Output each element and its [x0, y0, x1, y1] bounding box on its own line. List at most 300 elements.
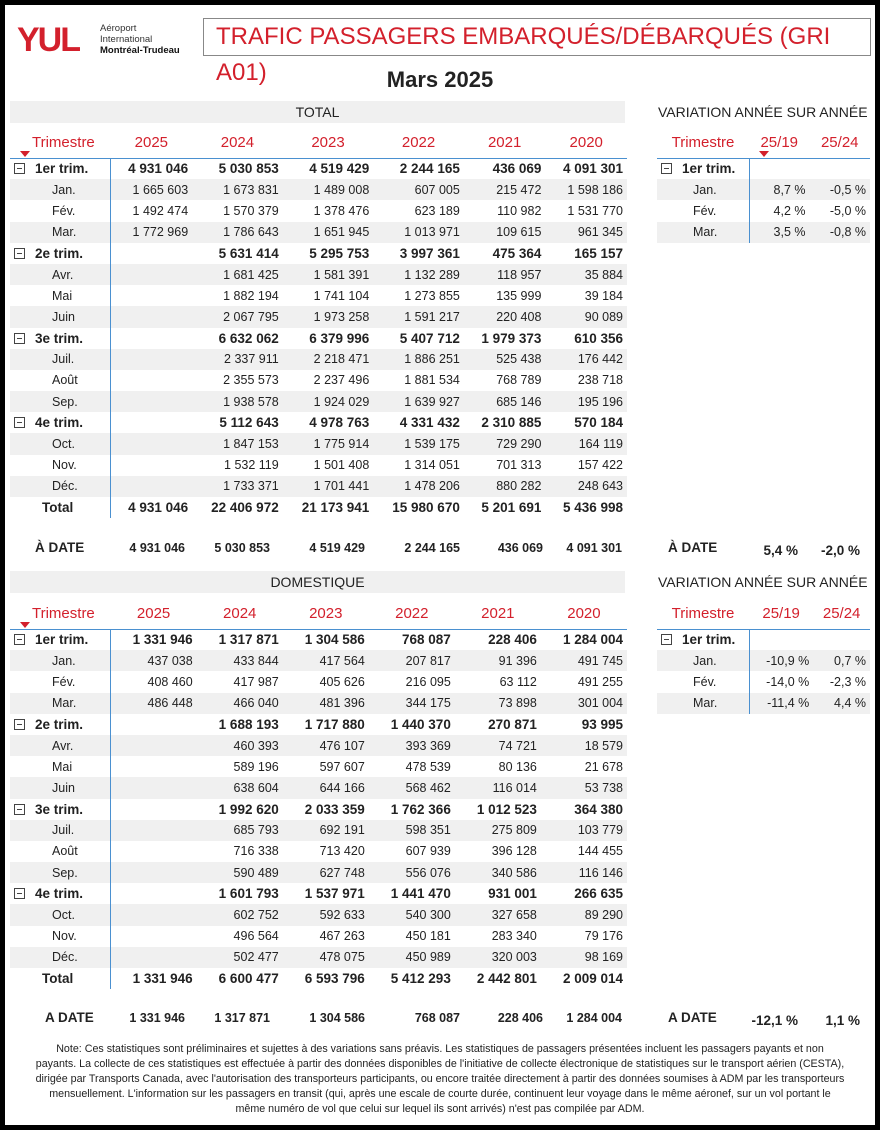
- month-row: [10, 926, 627, 947]
- variation-value: -0,5 %: [810, 179, 871, 200]
- row-label: [10, 862, 110, 883]
- cell-value: 1 717 880: [304, 716, 365, 732]
- cell-value: 5 295 753: [309, 245, 370, 261]
- cell-value: 1 317 871: [218, 632, 279, 648]
- variation-quarter-row[interactable]: [657, 629, 870, 650]
- column-header-2021[interactable]: 2021: [455, 598, 541, 629]
- variation-value: [810, 158, 871, 179]
- cell-value: [110, 947, 197, 968]
- cell-value: 417 987: [233, 674, 279, 689]
- month-row: [10, 650, 627, 671]
- cell-value: 4 978 763: [309, 415, 370, 431]
- cell-value: 713 420: [319, 844, 365, 859]
- cell-value: 1 688 193: [218, 716, 279, 732]
- cell-value: 644 166: [283, 777, 369, 798]
- quarter-row[interactable]: [10, 799, 627, 820]
- variation-value: -10,9 %: [749, 650, 813, 671]
- variation-adate-label-domestique: A DATE: [668, 1010, 717, 1025]
- month-row: [10, 200, 627, 221]
- cell-value: 5 407 712: [399, 330, 460, 346]
- month-row: [10, 222, 627, 243]
- adate-value: 1 317 871: [214, 1011, 270, 1025]
- cell-value: 80 136: [498, 759, 537, 774]
- variation-row-label: [657, 650, 749, 671]
- row-label: [10, 693, 110, 714]
- cell-value: 5 412 293: [390, 971, 451, 987]
- cell-value: [110, 714, 197, 735]
- row-label-text: 1er trim.: [35, 161, 89, 177]
- cell-value: [110, 883, 197, 904]
- cell-value: 2 310 885: [481, 415, 542, 431]
- collapse-toggle-icon[interactable]: [661, 163, 672, 174]
- column-header-2020[interactable]: 2020: [541, 598, 627, 629]
- row-label: [10, 433, 110, 454]
- cell-value: 5 030 853: [218, 161, 279, 177]
- cell-value: 1 673 831: [192, 179, 283, 200]
- cell-value: [110, 777, 197, 798]
- variation-value: 4,4 %: [813, 693, 870, 714]
- cell-value: 73 898: [455, 693, 541, 714]
- cell-value: [110, 841, 197, 862]
- column-header-2021[interactable]: 2021: [464, 127, 546, 158]
- adate-value: 1 284 004: [566, 1011, 622, 1025]
- cell-value: [110, 264, 192, 285]
- quarter-row[interactable]: [10, 714, 627, 735]
- logo-mark: YUL: [17, 21, 79, 59]
- table-header-row: [10, 127, 627, 158]
- variation-month-row: [657, 222, 870, 243]
- row-label-text: Fév.: [52, 203, 76, 218]
- variation-value: -11,4 %: [749, 693, 813, 714]
- quarter-row[interactable]: [10, 158, 627, 179]
- adate-value: 436 069: [497, 541, 543, 555]
- collapse-toggle-icon[interactable]: [661, 634, 672, 645]
- collapse-toggle-icon[interactable]: [14, 804, 25, 815]
- cell-value: 238 718: [577, 373, 623, 388]
- month-row: [10, 904, 627, 925]
- variation-row-label: [657, 222, 749, 243]
- cell-value: 638 604: [197, 777, 283, 798]
- cell-value: 1 772 969: [110, 222, 192, 243]
- variation-header-25-24[interactable]: 25/24: [810, 127, 871, 158]
- variation-title-total: VARIATION ANNÉE SUR ANNÉE: [655, 101, 870, 123]
- traffic-table-total: [10, 127, 627, 518]
- cell-value: 1 441 470: [390, 886, 451, 902]
- month-row: [10, 476, 627, 497]
- row-label: [10, 328, 110, 349]
- cell-value: 344 175: [369, 693, 455, 714]
- row-label-text: Nov.: [52, 929, 77, 944]
- cell-value: 35 884: [545, 264, 627, 285]
- cell-value: 118 957: [464, 264, 546, 285]
- variation-header-25-19[interactable]: 25/19: [749, 127, 810, 158]
- cell-value: 6 600 477: [218, 971, 279, 987]
- row-label-text: 2e trim.: [35, 716, 84, 732]
- section-title-domestique: DOMESTIQUE: [10, 571, 625, 593]
- cell-value: 716 338: [233, 844, 279, 859]
- cell-value: 1 924 029: [283, 391, 374, 412]
- variation-value: -0,8 %: [810, 222, 871, 243]
- month-row: [10, 306, 627, 327]
- cell-value: 1 882 194: [223, 288, 279, 303]
- cell-value: 301 004: [541, 693, 627, 714]
- variation-value: 0,7 %: [813, 650, 870, 671]
- collapse-toggle-icon[interactable]: [14, 333, 25, 344]
- report-title: TRAFIC PASSAGERS EMBARQUÉS/DÉBARQUÉS (GRI A01): [203, 18, 871, 56]
- variation-value: 3,5 %: [749, 222, 810, 243]
- month-row: [10, 391, 627, 412]
- month-row: [10, 285, 627, 306]
- row-label-text: Août: [52, 844, 78, 859]
- cell-value: 1 733 371: [192, 476, 283, 497]
- cell-value: 1 440 370: [390, 716, 451, 732]
- variation-title-domestique: VARIATION ANNÉE SUR ANNÉE: [655, 571, 870, 593]
- cell-value: 880 282: [464, 476, 546, 497]
- row-label: [10, 222, 110, 243]
- cell-value: 556 076: [369, 862, 455, 883]
- cell-value: 98 169: [541, 947, 627, 968]
- cell-value: 207 817: [369, 650, 455, 671]
- cell-value: 1 665 603: [110, 179, 192, 200]
- row-label: [10, 476, 110, 497]
- variation-header-trimestre[interactable]: Trimestre: [657, 598, 749, 629]
- variation-row-label: [657, 693, 749, 714]
- cell-value: [110, 433, 192, 454]
- column-header-2025[interactable]: 2025: [110, 598, 197, 629]
- cell-value: 1 132 289: [373, 264, 464, 285]
- row-label: [10, 904, 110, 925]
- cell-value: 2 355 573: [223, 373, 279, 388]
- row-label: [10, 349, 110, 370]
- cell-value: 4 519 429: [309, 161, 370, 177]
- total-row: [10, 497, 627, 518]
- cell-value: 433 844: [197, 650, 283, 671]
- month-row: [10, 179, 627, 200]
- row-label: [10, 820, 110, 841]
- cell-value: 1 701 441: [283, 476, 374, 497]
- collapse-toggle-icon[interactable]: [14, 634, 25, 645]
- cell-value: 5 436 998: [562, 500, 623, 516]
- cell-value: 568 462: [369, 777, 455, 798]
- cell-value: 1 501 408: [313, 458, 370, 473]
- column-header-trimestre[interactable]: Trimestre: [10, 598, 110, 629]
- row-label-text: Juil.: [52, 352, 75, 367]
- cell-value: 2 218 471: [283, 349, 374, 370]
- row-label-text: Mai: [52, 288, 73, 303]
- cell-value: 6 593 796: [304, 971, 365, 987]
- report-subtitle: Mars 2025: [386, 67, 494, 92]
- cell-value: 1 938 578: [192, 391, 283, 412]
- variation-adate-label-total: À DATE: [668, 540, 718, 555]
- quarter-row[interactable]: [10, 412, 627, 433]
- month-row: [10, 820, 627, 841]
- column-header-2020[interactable]: 2020: [545, 127, 627, 158]
- sort-arrow-icon: [20, 151, 30, 157]
- cell-value: [110, 799, 197, 820]
- cell-value: 768 087: [402, 632, 451, 648]
- cell-value: 1 591 217: [373, 306, 464, 327]
- row-label: [10, 455, 110, 476]
- row-label: [10, 391, 110, 412]
- month-row: [10, 349, 627, 370]
- cell-value: 5 631 414: [218, 245, 279, 261]
- variation-value: [749, 158, 810, 179]
- row-label: [10, 158, 110, 179]
- variation-value: [813, 629, 870, 650]
- quarter-row[interactable]: [10, 243, 627, 264]
- variation-month-row: [657, 200, 870, 221]
- cell-value: [110, 735, 197, 756]
- collapse-toggle-icon[interactable]: [14, 417, 25, 428]
- cell-value: 607 005: [373, 179, 464, 200]
- cell-value: [110, 926, 197, 947]
- table-header-row: [10, 598, 627, 629]
- row-label-text: Jan.: [52, 653, 76, 668]
- cell-value: 417 564: [283, 650, 369, 671]
- variation-row-label: [657, 200, 749, 221]
- variation-header-25-19[interactable]: 25/19: [749, 598, 813, 629]
- cell-value: 1 847 153: [192, 433, 283, 454]
- cell-value: 1 992 620: [218, 801, 279, 817]
- cell-value: 2 237 496: [313, 373, 370, 388]
- row-label-text: 1er trim.: [682, 632, 736, 648]
- cell-value: [110, 349, 192, 370]
- adate-value: 228 406: [497, 1011, 543, 1025]
- adate-value: 5 030 853: [214, 541, 270, 555]
- row-label: [10, 756, 110, 777]
- row-label-text: 3e trim.: [35, 801, 84, 817]
- quarter-row[interactable]: [10, 629, 627, 650]
- cell-value: 496 564: [233, 929, 279, 944]
- adate-value: 4 931 046: [129, 541, 185, 555]
- cell-value: 15 980 670: [392, 500, 460, 516]
- cell-value: 248 643: [545, 476, 627, 497]
- variation-quarter-row[interactable]: [657, 158, 870, 179]
- cell-value: 1 651 945: [283, 222, 374, 243]
- adate-value: 1 304 586: [309, 1011, 365, 1025]
- row-label: [10, 179, 110, 200]
- column-header-2022[interactable]: 2022: [369, 598, 455, 629]
- adate-value: 4 519 429: [309, 541, 365, 555]
- cell-value: 215 472: [464, 179, 546, 200]
- cell-value: 467 263: [319, 929, 365, 944]
- cell-value: 592 633: [283, 904, 369, 925]
- cell-value: 6 379 996: [309, 330, 370, 346]
- cell-value: 21 173 941: [301, 500, 370, 516]
- cell-value: 1 581 391: [283, 264, 374, 285]
- cell-value: [110, 756, 197, 777]
- cell-value: 598 351: [369, 820, 455, 841]
- cell-value: 1 979 373: [481, 330, 542, 346]
- variation-value: 8,7 %: [749, 179, 810, 200]
- row-label-text: 3e trim.: [35, 330, 84, 346]
- cell-value: 540 300: [369, 904, 455, 925]
- row-label: [10, 799, 110, 820]
- cell-value: 491 745: [541, 650, 627, 671]
- month-row: [10, 693, 627, 714]
- row-label: [10, 285, 110, 306]
- cell-value: 1 881 534: [404, 373, 460, 388]
- month-row: [10, 433, 627, 454]
- cell-value: 1 331 946: [132, 971, 193, 987]
- cell-value: 2 033 359: [304, 801, 365, 817]
- cell-value: 396 128: [491, 844, 537, 859]
- variation-month-row: [657, 671, 870, 692]
- cell-value: 135 999: [496, 288, 542, 303]
- cell-value: 1 489 008: [283, 179, 374, 200]
- row-label: [10, 412, 110, 433]
- column-header-2024[interactable]: 2024: [197, 598, 283, 629]
- cell-value: 1 741 104: [313, 288, 370, 303]
- cell-value: 1 378 476: [313, 203, 370, 218]
- cell-value: [110, 476, 192, 497]
- column-header-2025[interactable]: 2025: [110, 127, 192, 158]
- variation-value: -2,3 %: [829, 674, 866, 689]
- cell-value: 466 040: [197, 693, 283, 714]
- row-label-text: Août: [52, 373, 78, 388]
- row-label: [10, 497, 110, 518]
- variation-row-label: [657, 179, 749, 200]
- cell-value: 627 748: [283, 862, 369, 883]
- cell-value: [110, 285, 192, 306]
- collapse-toggle-icon[interactable]: [14, 888, 25, 899]
- cell-value: 685 793: [197, 820, 283, 841]
- month-row: [10, 841, 627, 862]
- cell-value: 768 789: [496, 373, 542, 388]
- cell-value: [110, 862, 197, 883]
- cell-value: 340 586: [455, 862, 541, 883]
- cell-value: 5 112 643: [219, 415, 279, 431]
- cell-value: 1 886 251: [373, 349, 464, 370]
- column-header-2024[interactable]: 2024: [192, 127, 283, 158]
- total-row: [10, 968, 627, 989]
- quarter-row[interactable]: [10, 328, 627, 349]
- cell-value: 39 184: [584, 288, 623, 303]
- cell-value: 525 438: [464, 349, 546, 370]
- cell-value: 90 089: [545, 306, 627, 327]
- variation-header-trimestre[interactable]: Trimestre: [657, 127, 749, 158]
- cell-value: 1 284 004: [562, 632, 623, 648]
- cell-value: 116 014: [455, 777, 541, 798]
- column-header-2022[interactable]: 2022: [373, 127, 464, 158]
- cell-value: [110, 328, 192, 349]
- row-label-text: Fév.: [52, 674, 76, 689]
- quarter-row[interactable]: [10, 883, 627, 904]
- row-label: [10, 968, 110, 989]
- cell-value: 327 658: [455, 904, 541, 925]
- variation-row-label: [657, 671, 749, 692]
- cell-value: 1 478 206: [373, 476, 464, 497]
- column-header-trimestre[interactable]: Trimestre: [10, 127, 110, 158]
- variation-value: -14,0 %: [766, 674, 810, 689]
- month-row: [10, 862, 627, 883]
- column-header-2023[interactable]: 2023: [283, 598, 369, 629]
- variation-header-25-24[interactable]: 25/24: [813, 598, 870, 629]
- row-label: [10, 370, 110, 391]
- cell-value: 1 786 643: [192, 222, 283, 243]
- column-header-2023[interactable]: 2023: [283, 127, 374, 158]
- cell-value: 109 615: [464, 222, 546, 243]
- cell-value: 1 492 474: [132, 203, 189, 218]
- cell-value: 1 681 425: [192, 264, 283, 285]
- cell-value: 961 345: [545, 222, 627, 243]
- sort-arrow-icon: [20, 622, 30, 628]
- cell-value: 1 314 051: [404, 458, 460, 473]
- cell-value: 491 255: [577, 674, 623, 689]
- variation-adate-value: 1,1 %: [825, 1013, 860, 1028]
- cell-value: 729 290: [464, 433, 546, 454]
- row-label-text: Jan.: [693, 653, 717, 668]
- yul-logo: [15, 20, 205, 60]
- variation-header-row: [657, 127, 870, 158]
- row-label-text: 1er trim.: [35, 632, 89, 648]
- cell-value: 216 095: [405, 674, 451, 689]
- variation-adate-value: -2,0 %: [820, 543, 860, 558]
- cell-value: 18 579: [541, 735, 627, 756]
- cell-value: 436 069: [492, 161, 542, 177]
- cell-value: 2 009 014: [562, 971, 623, 987]
- variation-table-domestique: [657, 598, 870, 714]
- section-title-total: TOTAL: [10, 101, 625, 123]
- cell-value: 607 939: [405, 844, 451, 859]
- cell-value: 195 196: [545, 391, 627, 412]
- cell-value: 1 531 770: [567, 203, 623, 218]
- cell-value: 21 678: [584, 759, 623, 774]
- cell-value: 22 406 972: [211, 500, 279, 516]
- row-label: [10, 671, 110, 692]
- row-label-text: Total: [42, 971, 74, 987]
- cell-value: [110, 391, 192, 412]
- cell-value: [110, 904, 197, 925]
- adate-value: 1 331 946: [129, 1011, 185, 1025]
- cell-value: 4 331 432: [399, 415, 460, 431]
- cell-value: 610 356: [574, 330, 623, 346]
- cell-value: 701 313: [496, 458, 542, 473]
- cell-value: 393 369: [369, 735, 455, 756]
- row-label-text: Jan.: [52, 182, 76, 197]
- variation-header-row: [657, 598, 870, 629]
- cell-value: 481 396: [283, 693, 369, 714]
- cell-value: 4 931 046: [128, 161, 189, 177]
- cell-value: 103 779: [541, 820, 627, 841]
- cell-value: 597 607: [319, 759, 365, 774]
- row-label-text: Nov.: [52, 458, 77, 473]
- row-label-text: 4e trim.: [35, 415, 84, 431]
- collapse-toggle-icon[interactable]: [14, 248, 25, 259]
- row-label-text: Mar.: [693, 225, 718, 240]
- collapse-toggle-icon[interactable]: [14, 719, 25, 730]
- collapse-toggle-icon[interactable]: [14, 163, 25, 174]
- cell-value: 364 380: [574, 801, 623, 817]
- cell-value: 1 539 175: [373, 433, 464, 454]
- row-label-text: Oct.: [52, 908, 75, 923]
- cell-value: 931 001: [488, 886, 537, 902]
- cell-value: 1 762 366: [390, 801, 451, 817]
- cell-value: 63 112: [499, 674, 537, 689]
- cell-value: [110, 306, 192, 327]
- cell-value: 91 396: [455, 650, 541, 671]
- cell-value: 478 539: [405, 759, 451, 774]
- row-label-text: Avr.: [52, 738, 74, 753]
- row-label-text: Avr.: [52, 267, 74, 282]
- cell-value: 283 340: [491, 929, 537, 944]
- cell-value: 2 442 801: [476, 971, 537, 987]
- cell-value: 110 982: [497, 203, 542, 218]
- cell-value: 116 146: [541, 862, 627, 883]
- variation-value: 4,2 %: [773, 203, 806, 218]
- cell-value: 570 184: [574, 415, 623, 431]
- row-label-text: 2e trim.: [35, 245, 84, 261]
